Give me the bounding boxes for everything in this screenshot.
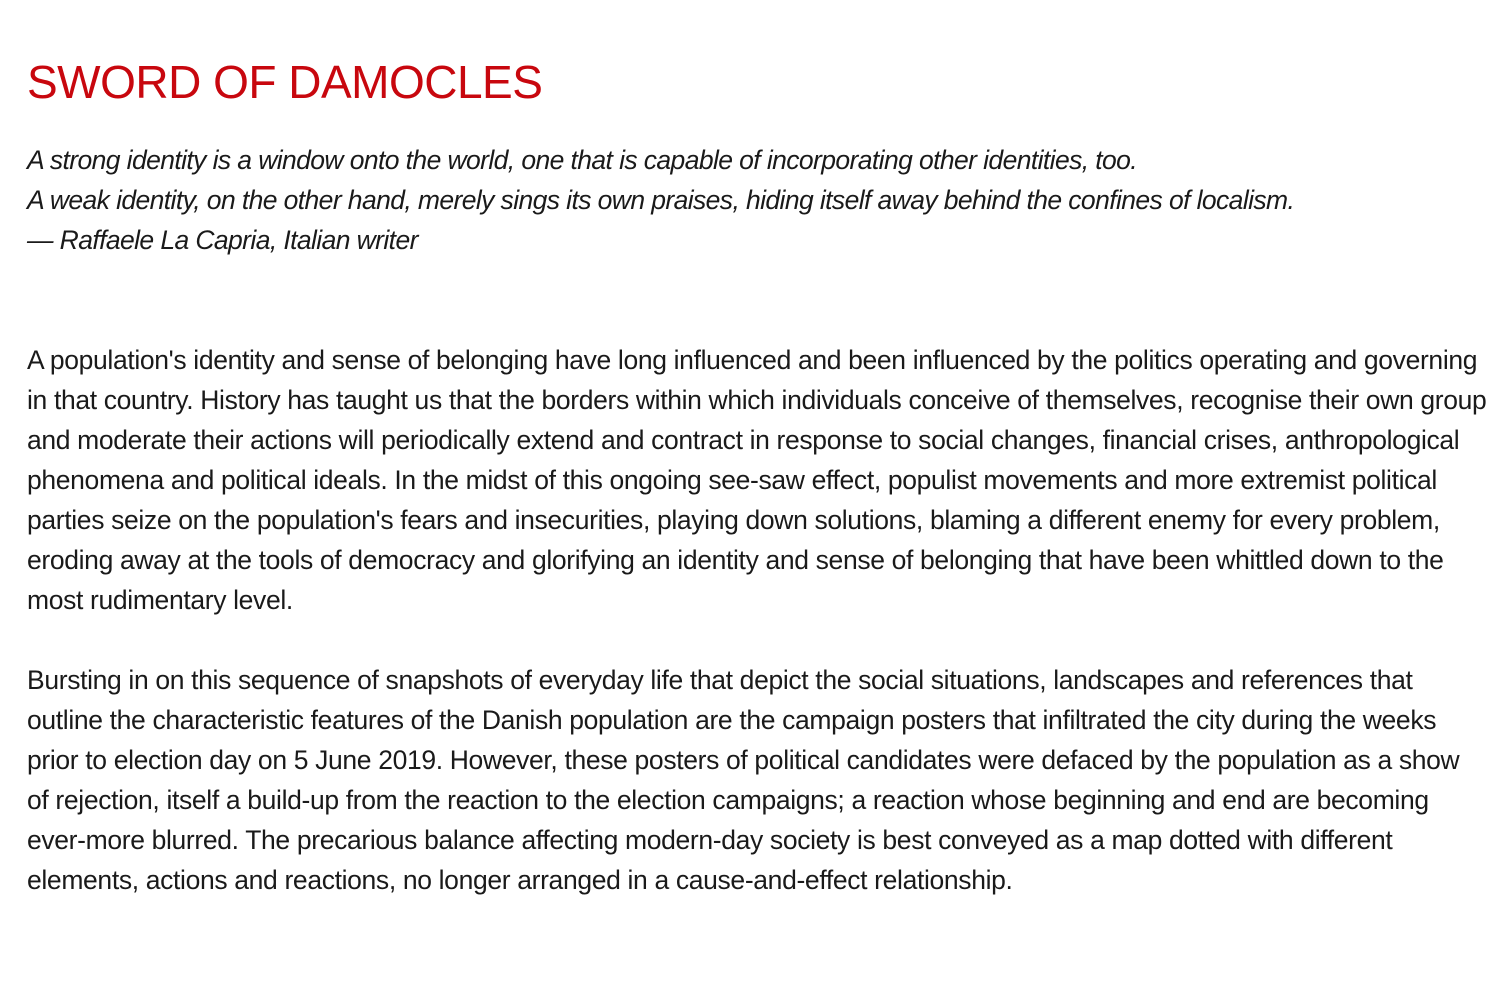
quote-line-2: A weak identity, on the other hand, merely sings its own praises, hiding itself away behind the confines of localism. <box>27 185 1295 215</box>
epigraph-quote <box>27 140 1487 260</box>
document-page <box>27 52 1487 940</box>
body-paragraph-2: Bursting in on this sequence of snapshots of everyday life that depict the social situations, landscapes and references that outline the characteristic features of the Danish population are the campaign posters that infiltrated the city during the weeks prior to election day on 5 June 2019. However, these posters of political candidates were defaced by the population as a show of rejection, itself a build-up from the reaction to the election campaigns; a reaction whose beginning and end are becoming ever-more blurred. The precarious balance affecting modern-day society is best conveyed as a map dotted with different elements, actions and reactions, no longer arranged in a cause-and-effect relationship. <box>27 665 1460 895</box>
page-title: SWORD OF DAMOCLES <box>27 56 543 108</box>
quote-attribution: — Raffaele La Capria, Italian writer <box>27 225 418 255</box>
body-paragraph-1: A population's identity and sense of belonging have long influenced and been influenced by the politics operating and governing in that country. History has taught us that the borders within which individuals conceive of themselves, recognise their own group and moderate their actions will periodically extend and contract in response to social changes, financial crises, anthropological phenomena and political ideals. In the midst of this ongoing see-saw effect, populist movements and more extremist political parties seize on the population's fears and insecurities, playing down solutions, blaming a different enemy for every problem, eroding away at the tools of democracy and glorifying an identity and sense of belonging that have been whittled down to the most rudimentary level. <box>27 345 1487 615</box>
body-text <box>27 340 1487 900</box>
quote-line-1: A strong identity is a window onto the world, one that is capable of incorporating other identities, too. <box>27 145 1138 175</box>
